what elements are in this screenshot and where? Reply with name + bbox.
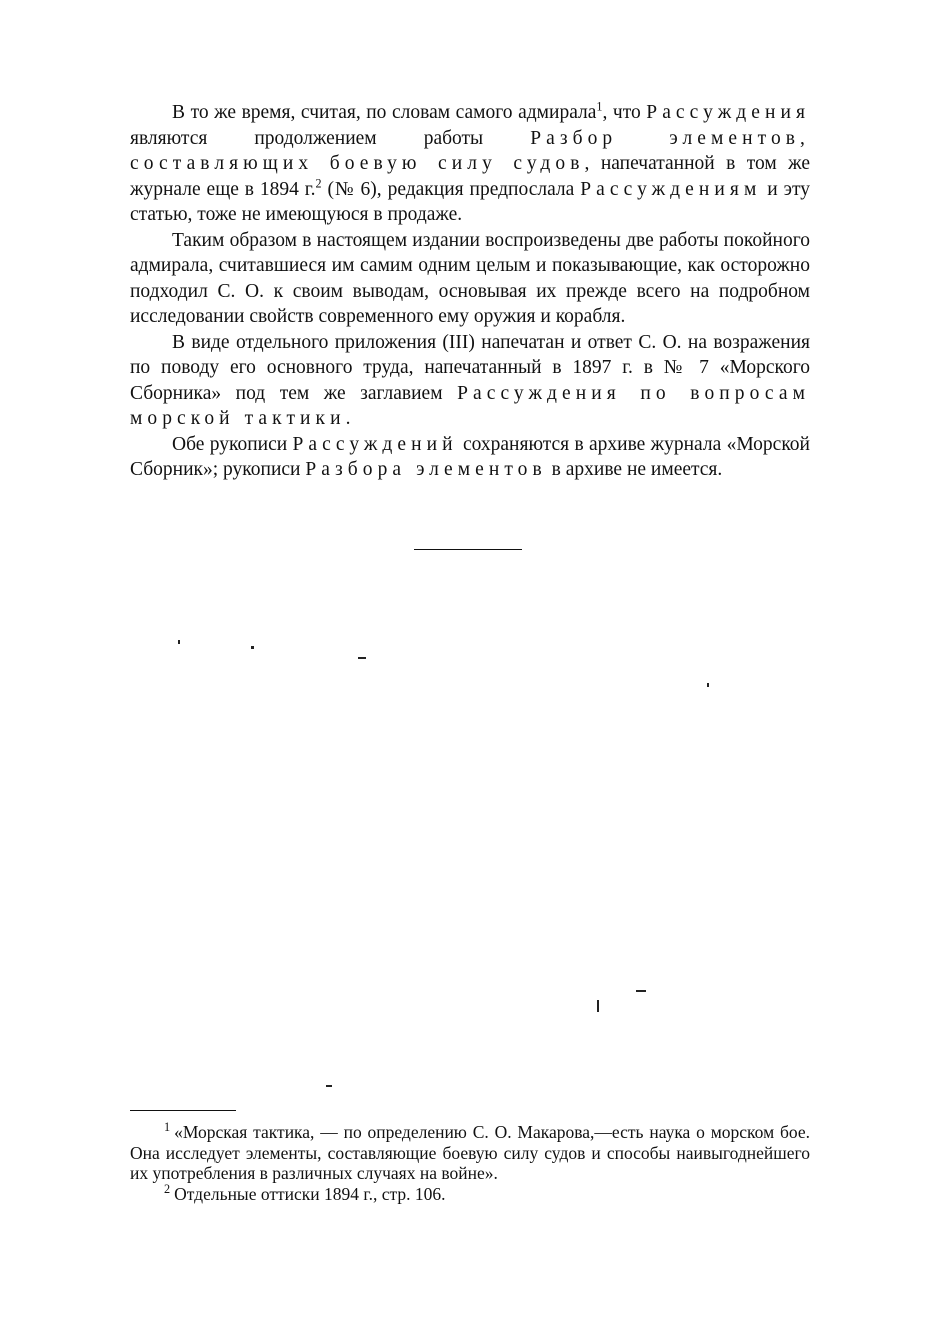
text-run: .: [345, 408, 351, 429]
footnote-2: [130, 1181, 810, 1205]
scan-speck: [178, 640, 180, 644]
paragraph-3: [130, 330, 810, 432]
scan-speck: [251, 646, 254, 649]
text-run: в архиве не имеется.: [546, 459, 723, 480]
footnote-1: [130, 1122, 810, 1184]
text-run: (№ 6), редакция предпослала: [321, 178, 581, 200]
spaced-title: Рассуждения по вопросам морской тактики: [130, 382, 810, 429]
spaced-title: Рассуждениям: [580, 178, 762, 200]
footnotes: [130, 1122, 810, 1204]
footnote-ref-2: 2: [315, 176, 322, 190]
paragraph-1: [130, 100, 810, 228]
paragraph-4: [130, 432, 810, 483]
text-run: и эту статью, тоже не имеющуюся в продаже.: [130, 178, 811, 225]
text-run: являются продолжением работы: [130, 127, 531, 149]
text-run: В то же время, считая, по словам самого адмирала: [172, 102, 597, 123]
text-run: Обе рукописи: [172, 433, 293, 455]
text-run: , напечатанной в том же журнале еще в 1894 г.: [130, 153, 810, 200]
footnote-ref-1: 1: [596, 99, 603, 114]
footnote-text: Отдельные оттиски 1894 г., стр. 106.: [174, 1183, 446, 1204]
section-divider: [414, 549, 522, 550]
spaced-title: Разбор элементов, составляющих боевую силу судов: [130, 127, 811, 174]
body-text: [130, 100, 810, 483]
footnote-number: 1: [164, 1120, 171, 1135]
footnote-number: 2: [164, 1181, 171, 1196]
scan-speck: [636, 990, 646, 992]
text-run: сохраняются в архиве журнала «Морской Сборник»; рукописи: [130, 433, 810, 480]
spaced-title: Рассуждения: [646, 102, 811, 123]
spaced-title: Рассуждений: [292, 433, 458, 455]
paragraph-2: Таким образом в настоящем издании воспроизведены две работы покойного адмирала, считавшиеся им самим одним целым и показывающие, как осторожно подходил С. О. к своим выводам, основывая их прежде всего на подробном исследовании свойств современного ему оружия и корабля.: [130, 229, 810, 327]
text-run: В виде отдельного приложения (III) напечатан и ответ С. О. на возражения по поводу его основного труда, напечатанный в 1897 г. в № 7 «Морского Сборника» под тем же заглавием: [130, 331, 810, 404]
scan-speck: [707, 683, 709, 687]
scan-speck: [358, 657, 366, 659]
scan-speck: [597, 1000, 599, 1012]
scan-speck: [326, 1085, 332, 1087]
footnote-divider: [130, 1110, 236, 1111]
footnote-text: «Морская тактика, — по определению С. О. Макарова,—есть наука о морском бое. Она исследует элементы, составляющие боевую силу судов и способы наивыгоднейшего их употребления в различных случаях на войне».: [130, 1122, 810, 1183]
text-run: , что: [602, 102, 647, 123]
spaced-title: Разбора элементов: [305, 459, 547, 480]
